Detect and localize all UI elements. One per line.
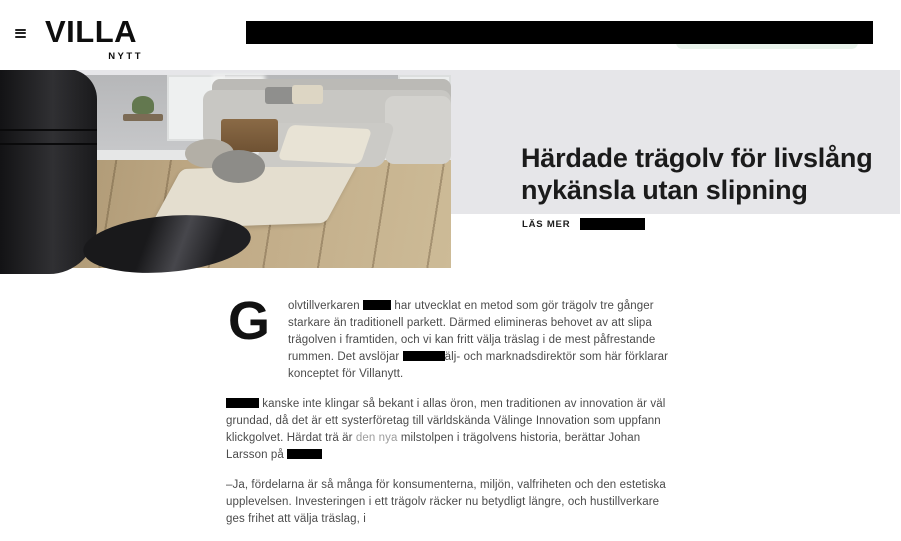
hamburger-bar xyxy=(15,36,26,38)
redacted-company-name xyxy=(226,398,259,408)
hamburger-bar xyxy=(15,29,26,31)
redacted-read-more-target xyxy=(580,218,645,230)
redacted-company-name xyxy=(287,449,322,459)
p1-text-2: har utvecklat en metod som gör trägolv tre gånger starkare än traditionell parkett. Därmed elimineras behovet av att slipa trägolven i framtiden, och vi kan fritt välja träslag i de mest påfrestande rummen. Det avslöjar xyxy=(288,300,656,363)
wood-stove xyxy=(0,69,97,274)
redacted-nav-bar xyxy=(246,21,873,44)
article-body xyxy=(226,291,678,541)
stove-seam xyxy=(0,143,97,145)
stove-seam xyxy=(0,129,97,131)
drop-cap: G xyxy=(228,291,271,351)
side-table xyxy=(123,114,163,122)
p2-text-3: milstolpen i trägolvens historia, berättar Johan Larsson på xyxy=(226,432,641,461)
redacted-company-name xyxy=(403,351,445,361)
article-title xyxy=(521,142,901,206)
pillow xyxy=(292,85,323,104)
paragraph-3: –Ja, fördelarna är så många för konsumenterna, miljön, valfriheten och den estetiska upplevelsen. Investeringen i ett trägolv räcker nu betydligt längre, och hustillverkare ges frihet att välja träslag, i xyxy=(226,479,666,525)
hamburger-menu-icon[interactable] xyxy=(15,27,29,39)
read-more-row xyxy=(522,218,645,230)
p1-text-3: älj- och marknadsdirektör som här förklarar konceptet för Villanytt. xyxy=(288,351,669,380)
hero-image[interactable] xyxy=(8,75,451,268)
article-title-line2: nykänsla utan slipning xyxy=(521,175,808,205)
logo-text-primary: VILLA xyxy=(45,14,138,49)
redacted-company-name xyxy=(363,300,391,310)
paragraph-1 xyxy=(226,291,678,383)
logo-text-secondary: NYTT xyxy=(108,51,143,62)
read-more-link[interactable]: LÄS MER xyxy=(522,218,571,230)
article-title-line1: Härdade trägolv för livslång xyxy=(521,143,873,173)
throw-blanket xyxy=(277,125,372,164)
site-logo[interactable] xyxy=(45,14,143,62)
header xyxy=(0,0,900,70)
sofa-armrest xyxy=(385,96,451,164)
plant xyxy=(132,96,154,113)
hamburger-bar xyxy=(15,32,26,34)
p1-text-1: olvtillverkaren xyxy=(288,300,360,312)
pouf xyxy=(212,150,265,183)
p2-text-1: kanske inte klingar så bekant i allas öron, men traditionen av innovation är väl grundad, då det är ett systerföretag till världskända Välinge Innovation som uppfann klickgolvet. Härdat trä är xyxy=(226,398,666,444)
paragraph-2 xyxy=(226,396,678,464)
p2-text-muted: den nya xyxy=(355,432,398,444)
